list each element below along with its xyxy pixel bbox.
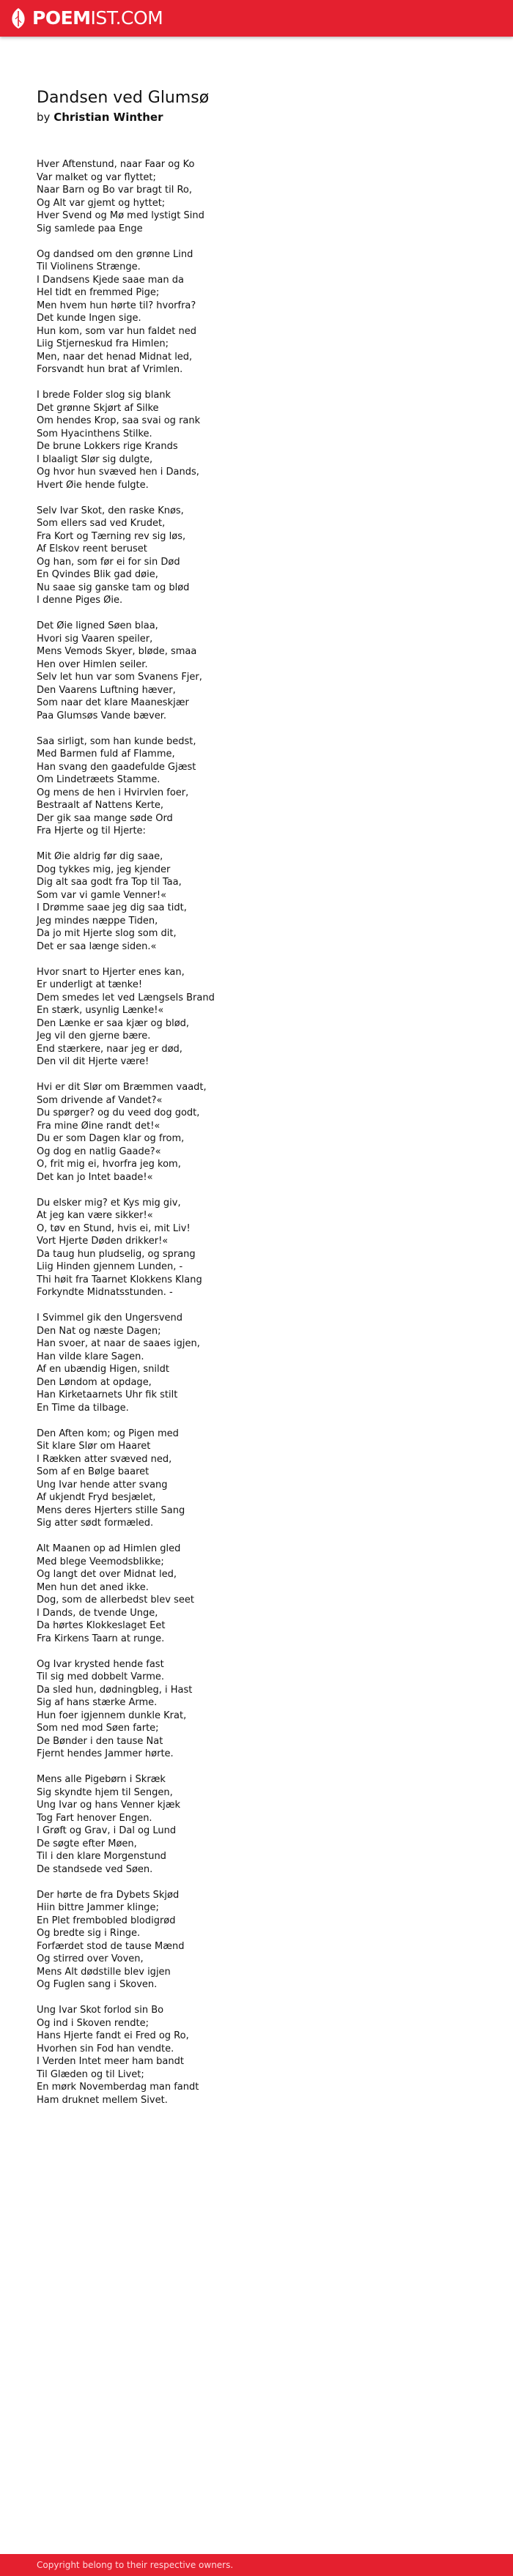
- poem-line: Liig Hinden gjennem Lunden, -: [37, 1261, 183, 1272]
- poem-line: Med blege Veemodsblikke;: [37, 1556, 164, 1567]
- poem-line: Mens deres Hjerters stille Sang: [37, 1504, 185, 1516]
- poem-line: Den Lænke er saa kjær og blød,: [37, 1017, 190, 1029]
- poem-line: Og han, som før ei for sin Død: [37, 556, 180, 568]
- poem-line: Som ellers sad ved Krudet,: [37, 518, 166, 529]
- poem-line: Hel tidt en fremmed Pige;: [37, 287, 160, 298]
- poem-stanza: [37, 2004, 476, 2107]
- poem-line: Om hendes Krop, saa svai og rank: [37, 415, 201, 426]
- poem-line: Til Glæden og til Livet;: [37, 2068, 144, 2080]
- by-label: by: [37, 111, 51, 124]
- poem-line: Og Fuglen sang i Skoven.: [37, 1979, 158, 1990]
- poem-line: Fra mine Øine randt det!«: [37, 1120, 160, 1132]
- poem-line: Hvi er dit Slør om Bræmmen vaadt,: [37, 1082, 207, 1093]
- poem-line: Jeg vil den gjerne bære.: [37, 1031, 151, 1042]
- poem-line: Som Hyacinthens Stilke.: [37, 428, 152, 439]
- poem-line: Han svoer, at naar de saaes igjen,: [37, 1338, 200, 1349]
- poem-line: Da jo mit Hjerte slog som dit,: [37, 928, 177, 939]
- poem-stanza: [37, 1081, 476, 1184]
- poem-line: Som naar det klare Maaneskjær: [37, 697, 189, 708]
- quill-icon: [9, 7, 28, 29]
- poem-line: Du er som Dagen klar og from,: [37, 1133, 185, 1144]
- poem-line: Og dog en natlig Gaade?«: [37, 1146, 161, 1157]
- poem-line: En Plet frembobled blodigrød: [37, 1915, 176, 1926]
- poem-line: Da sled hun, dødningbleg, i Hast: [37, 1684, 193, 1696]
- poem-stanza: [37, 735, 476, 838]
- poem-line: Forfærdet stod de tause Mænd: [37, 1940, 185, 1952]
- poem-line: I brede Folder slog sig blank: [37, 390, 171, 401]
- poem-line: Der hørte de fra Dybets Skjød: [37, 1889, 180, 1901]
- poem-line: Ung Ivar Skot forlod sin Bo: [37, 2005, 164, 2016]
- poem-line: Forsvandt hun brat af Vrimlen.: [37, 364, 183, 375]
- poem-line: En mørk Novemberdag man fandt: [37, 2082, 199, 2093]
- poem-line: I Dands, de tvende Unge,: [37, 1607, 158, 1619]
- poem-line: Og stirred over Voven,: [37, 1953, 144, 1964]
- poem-line: Dog tykkes mig, jeg kjender: [37, 864, 171, 875]
- poem-line: Thi høit fra Taarnet Klokkens Klang: [37, 1274, 202, 1285]
- poem-stanza: [37, 505, 476, 607]
- site-logo-text: [32, 7, 163, 29]
- poem-line: Og dandsed om den grønne Lind: [37, 248, 193, 260]
- poem-line: Hun kom, som var hun faldet ned: [37, 325, 196, 337]
- poem-line: Da taug hun pludselig, og sprang: [37, 1248, 196, 1260]
- poem-line: Om Lindetræets Stamme.: [37, 774, 160, 785]
- poem-stanza: [37, 1197, 476, 1299]
- poem-stanza: [37, 1543, 476, 1645]
- poem-line: Fjernt hendes Jammer hørte.: [37, 1748, 174, 1759]
- poem-line: I Dandsens Kjede saae man da: [37, 274, 184, 286]
- poem-line: Der gik saa mange søde Ord: [37, 812, 173, 824]
- poem-stanza: [37, 1773, 476, 1876]
- poem-line: I Rækken atter svæved ned,: [37, 1453, 172, 1465]
- poem-stanza: [37, 1312, 476, 1414]
- poem-line: Liig Stjerneskud fra Himlen;: [37, 338, 169, 349]
- poem-line: Jeg mindes næppe Tiden,: [37, 915, 158, 927]
- poem-line: Dig alt saa godt fra Top til Taa,: [37, 877, 182, 888]
- poem-line: Fra Kort og Tærning rev sig løs,: [37, 530, 186, 542]
- author-link[interactable]: Christian Winther: [53, 111, 163, 124]
- poem-stanza: [37, 1428, 476, 1530]
- poem-line: Mens Vemods Skyer, bløde, smaa: [37, 646, 197, 657]
- poem-line: Sig samlede paa Enge: [37, 223, 143, 234]
- poem-line: Du elsker mig? et Kys mig giv,: [37, 1197, 181, 1209]
- poem-line: Sig atter sødt formæled.: [37, 1518, 154, 1529]
- poem-line: Det kunde Ingen sige.: [37, 313, 141, 324]
- site-footer: [0, 2554, 513, 2576]
- poem-line: Til Violinens Strænge.: [37, 261, 141, 272]
- poem-stanza: [37, 248, 476, 376]
- poem-line: Som drivende af Vandet?«: [37, 1094, 163, 1106]
- poem-line: Vort Hjerte Døden drikker!«: [37, 1236, 169, 1247]
- poem-line: End stærkere, naar jeg er død,: [37, 1043, 182, 1055]
- site-header: [0, 0, 513, 37]
- poem-body: [37, 158, 476, 2107]
- poem-stanza: [37, 1658, 476, 1761]
- poem-line: Og Alt var gjemt og hyttet;: [37, 197, 166, 209]
- poem-line: Mens alle Pigebørn i Skræk: [37, 1774, 166, 1785]
- poem-line: Sig skyndte hjem til Sengen,: [37, 1786, 173, 1798]
- poem-line: Og mens de hen i Hvirvlen foer,: [37, 787, 189, 798]
- poem-line: Alt Maanen op ad Himlen gled: [37, 1543, 181, 1554]
- poem-byline: [37, 110, 476, 125]
- poem-line: Sig af hans stærke Arme.: [37, 1697, 158, 1708]
- poem-line: Det kan jo Intet baade!«: [37, 1171, 153, 1183]
- poem-line: Af en ubændig Higen, snildt: [37, 1364, 169, 1375]
- poem-line: Da hørtes Klokkeslaget Eet: [37, 1620, 166, 1631]
- poem-line: Til i den klare Morgenstund: [37, 1851, 166, 1862]
- poem-line: Hun foer igjennem dunkle Krat,: [37, 1710, 187, 1721]
- poem-line: Den Vaarens Luftning hæver,: [37, 684, 176, 696]
- poem-line: Fra Hjerte og til Hjerte:: [37, 825, 146, 836]
- poem-line: Den vil dit Hjerte være!: [37, 1056, 150, 1067]
- poem-line: Forkyndte Midnatsstunden. -: [37, 1287, 173, 1298]
- poem-line: Til sig med dobbelt Varme.: [37, 1671, 165, 1682]
- poem-line: Nu saae sig ganske tam og blød: [37, 582, 190, 593]
- poem-line: Mit Øie aldrig før dig saae,: [37, 851, 163, 862]
- poem-line: Ham druknet mellem Sivet.: [37, 2094, 168, 2106]
- poem-line: Af Elskov reent beruset: [37, 543, 147, 554]
- poem-line: Hiin bittre Jammer klinge;: [37, 1902, 159, 1913]
- poem-line: I blaaligt Slør sig dulgte,: [37, 453, 153, 465]
- poem-line: Selv let hun var som Svanens Fjer,: [37, 672, 202, 683]
- poem-title: Dandsen ved Glumsø: [37, 89, 210, 107]
- poem-line: Han Kirketaarnets Uhr fik stilt: [37, 1389, 178, 1400]
- poem-line: De Bønder i den tause Nat: [37, 1735, 163, 1747]
- poem-line: Og langt det over Midnat led,: [37, 1569, 177, 1580]
- poem-line: I Verden Intet meer ham bandt: [37, 2056, 184, 2067]
- poem-line: Du spørger? og du veed dog godt,: [37, 1107, 200, 1118]
- poem-line: Ung Ivar hende atter svang: [37, 1479, 168, 1491]
- poem-line: Hver Svend og Mø med lystigt Sind: [37, 210, 204, 221]
- poem-line: Og hvor hun svæved hen i Dands,: [37, 467, 199, 478]
- poem-line: Med Barmen fuld af Flamme,: [37, 749, 175, 760]
- poem-line: Hvorhen sin Fod han vendte.: [37, 2043, 174, 2055]
- poem-stanza: [37, 620, 476, 722]
- poem-line: I denne Piges Øie.: [37, 595, 123, 606]
- poem-line: Af ukjendt Fryd besjælet,: [37, 1492, 156, 1503]
- poem-line: Men hun det aned ikke.: [37, 1581, 149, 1593]
- poem-line: Ung Ivar og hans Venner kjæk: [37, 1800, 181, 1811]
- poem-line: Det grønne Skjørt af Silke: [37, 402, 159, 414]
- poem-line: Hvert Øie hende fulgte.: [37, 479, 149, 491]
- poem-line: Og ind i Skoven rendte;: [37, 2017, 149, 2029]
- poem-line: I Drømme saae jeg dig saa tidt,: [37, 902, 187, 913]
- poem-line: Han vilde klare Sagen.: [37, 1351, 144, 1362]
- poem-content: [37, 88, 476, 2120]
- poem-line: O, tøv en Stund, hvis ei, mit Liv!: [37, 1222, 191, 1234]
- poem-line: I Svimmel gik den Ungersvend: [37, 1313, 183, 1324]
- poem-stanza: [37, 1889, 476, 1992]
- poem-line: Som ned mod Søen farte;: [37, 1723, 159, 1734]
- poem-line: Saa sirligt, som han kunde bedst,: [37, 735, 196, 747]
- poem-line: En Time da tilbage.: [37, 1402, 129, 1414]
- poem-line: Det Øie ligned Søen blaa,: [37, 620, 158, 631]
- poem-line: Han svang den gaadefulde Gjæst: [37, 761, 196, 773]
- poem-line: En Qvindes Blik gad døie,: [37, 569, 158, 580]
- poem-line: Hver Aftenstund, naar Faar og Ko: [37, 159, 195, 170]
- poem-stanza: [37, 850, 476, 953]
- poem-stanza: [37, 966, 476, 1069]
- poem-stanza: [37, 389, 476, 491]
- poem-line: Sit klare Slør om Haaret: [37, 1441, 151, 1452]
- poem-line: Naar Barn og Bo var bragt til Ro,: [37, 185, 193, 196]
- poem-stanza: [37, 158, 476, 235]
- poem-line: De brune Lokkers rige Krands: [37, 441, 178, 452]
- poem-line: Paa Glumsøs Vande bæver.: [37, 710, 167, 721]
- poem-line: Og Ivar krysted hende fast: [37, 1658, 164, 1670]
- poem-line: En stærk, usynlig Lænke!«: [37, 1005, 164, 1016]
- poem-line: Hen over Himlen seiler.: [37, 658, 148, 670]
- poem-line: Selv Ivar Skot, den raske Knøs,: [37, 505, 184, 516]
- poem-line: Dem smedes let ved Længsels Brand: [37, 992, 215, 1003]
- poem-line: Den Aften kom; og Pigen med: [37, 1428, 179, 1439]
- logo-bold-part: POEM: [32, 7, 91, 29]
- poem-line: Hvori sig Vaaren speiler,: [37, 633, 153, 645]
- poem-line: At jeg kan være sikker!«: [37, 1210, 153, 1221]
- poem-line: O, frit mig ei, hvorfra jeg kom,: [37, 1159, 181, 1170]
- poem-line: Men hvem hun hørte til? hvorfra?: [37, 300, 196, 311]
- poem-line: Hvor snart to Hjerter enes kan,: [37, 966, 185, 978]
- logo-light-part: IST.COM: [90, 7, 163, 29]
- site-logo-link[interactable]: [9, 7, 163, 29]
- poem-line: Fra Kirkens Taarn at runge.: [37, 1633, 165, 1644]
- poem-line: Som var vi gamle Venner!«: [37, 889, 167, 901]
- copyright-notice: Copyright belong to their respective owners.: [37, 2560, 234, 2570]
- poem-line: Den Nat og næste Dagen;: [37, 1325, 161, 1337]
- poem-line: Som af en Bølge baaret: [37, 1466, 150, 1477]
- poem-line: I Grøft og Grav, i Dal og Lund: [37, 1825, 177, 1836]
- poem-line: Det er saa længe siden.«: [37, 940, 157, 952]
- poem-line: Og bredte sig i Ringe.: [37, 1928, 141, 1939]
- poem-line: Var malket og var flyttet;: [37, 171, 156, 183]
- poem-line: Den Løndom at opdage,: [37, 1376, 152, 1388]
- poem-line: De standsede ved Søen.: [37, 1863, 153, 1875]
- poem-line: Hans Hjerte fandt ei Fred og Ro,: [37, 2030, 189, 2041]
- poem-line: Bestraalt af Nattens Kerte,: [37, 800, 164, 811]
- poem-line: Er underligt at tænke!: [37, 979, 143, 990]
- poem-line: Mens Alt dødstille blev igjen: [37, 1966, 171, 1978]
- poem-line: De søgte efter Møen,: [37, 1838, 137, 1849]
- poem-line: Tog Fart henover Engen.: [37, 1812, 152, 1824]
- poem-line: Dog, som de allerbedst blev seet: [37, 1595, 194, 1606]
- poem-line: Men, naar det henad Midnat led,: [37, 351, 193, 363]
